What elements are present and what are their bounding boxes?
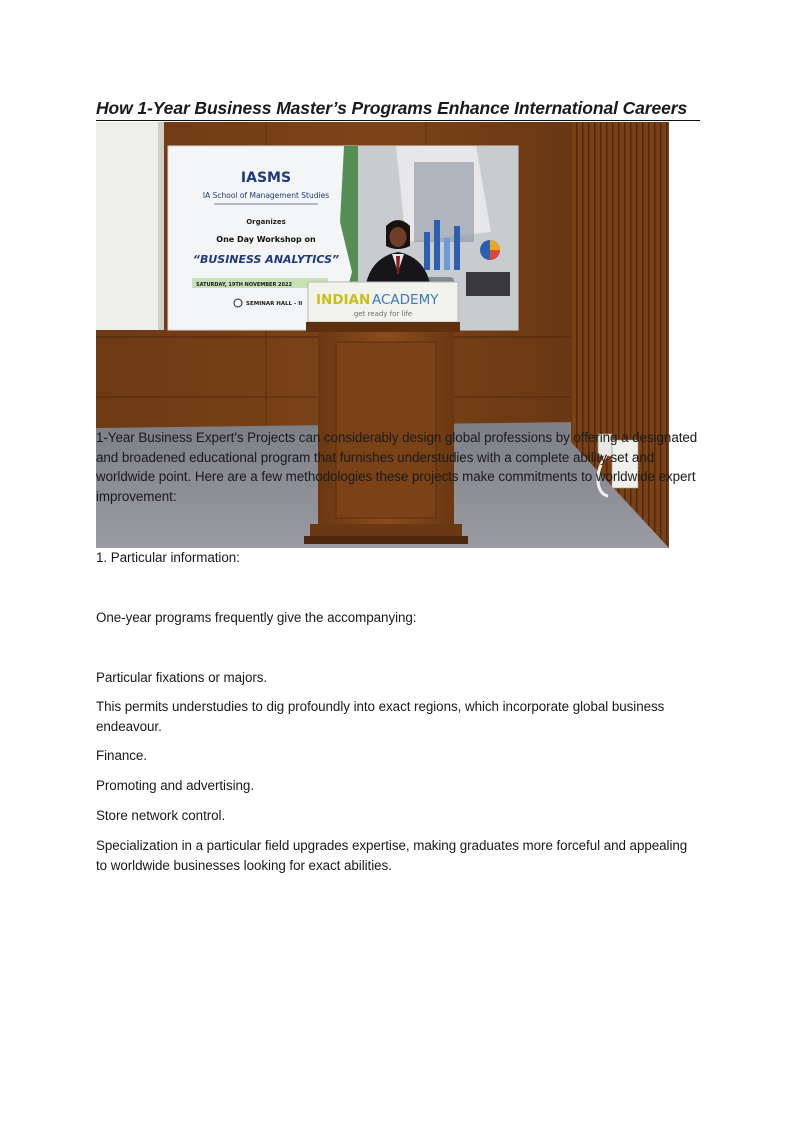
paragraph-permits: This permits understudies to dig profoundly into exact regions, which incorporate global business endeavour. [96,699,665,734]
paragraph-specialization: Specialization in a particular field upgrades expertise, making graduates more forceful and appealing to worldwide businesses looking for exact abilities. [96,838,688,873]
title-underline [96,120,700,121]
podium-brand-part1: INDIAN [316,292,371,308]
banner-logo: IASMS [240,170,292,186]
banner-workshop: One Day Workshop on [216,235,316,244]
podium-brand-part2: ACADEMY [372,292,439,308]
document-title: How 1-Year Business Master’s Programs Enhance International Careers [96,98,688,118]
intro-paragraph: 1-Year Business Expert's Projects can considerably design global professions by offering a designated and broadened educational program that furnishes understudies with a complete ability set and worldwide point. Here are a few methodologies these projects make commitments to worldwide expert improvement: [96,430,698,504]
paragraph-store: Store network control. [96,808,226,823]
paragraph-promoting: Promoting and advertising. [96,778,254,793]
paragraph-fixations: Particular fixations or majors. [96,670,268,685]
banner-school: IA School of Management Studies [202,191,330,200]
podium-sign [308,282,458,322]
banner-organizes: Organizes [246,218,286,226]
section-heading: 1. Particular information: [96,550,240,565]
banner-date: SATURDAY, 19TH NOVEMBER 2022 [196,282,292,288]
banner-venue: SEMINAR HALL - II [246,301,303,307]
paragraph-finance: Finance. [96,748,147,763]
paragraph-one-year: One-year programs frequently give the accompanying: [96,610,417,625]
banner-topic: “BUSINESS ANALYTICS” [192,253,340,266]
podium-slogan: get ready for life [353,310,413,318]
